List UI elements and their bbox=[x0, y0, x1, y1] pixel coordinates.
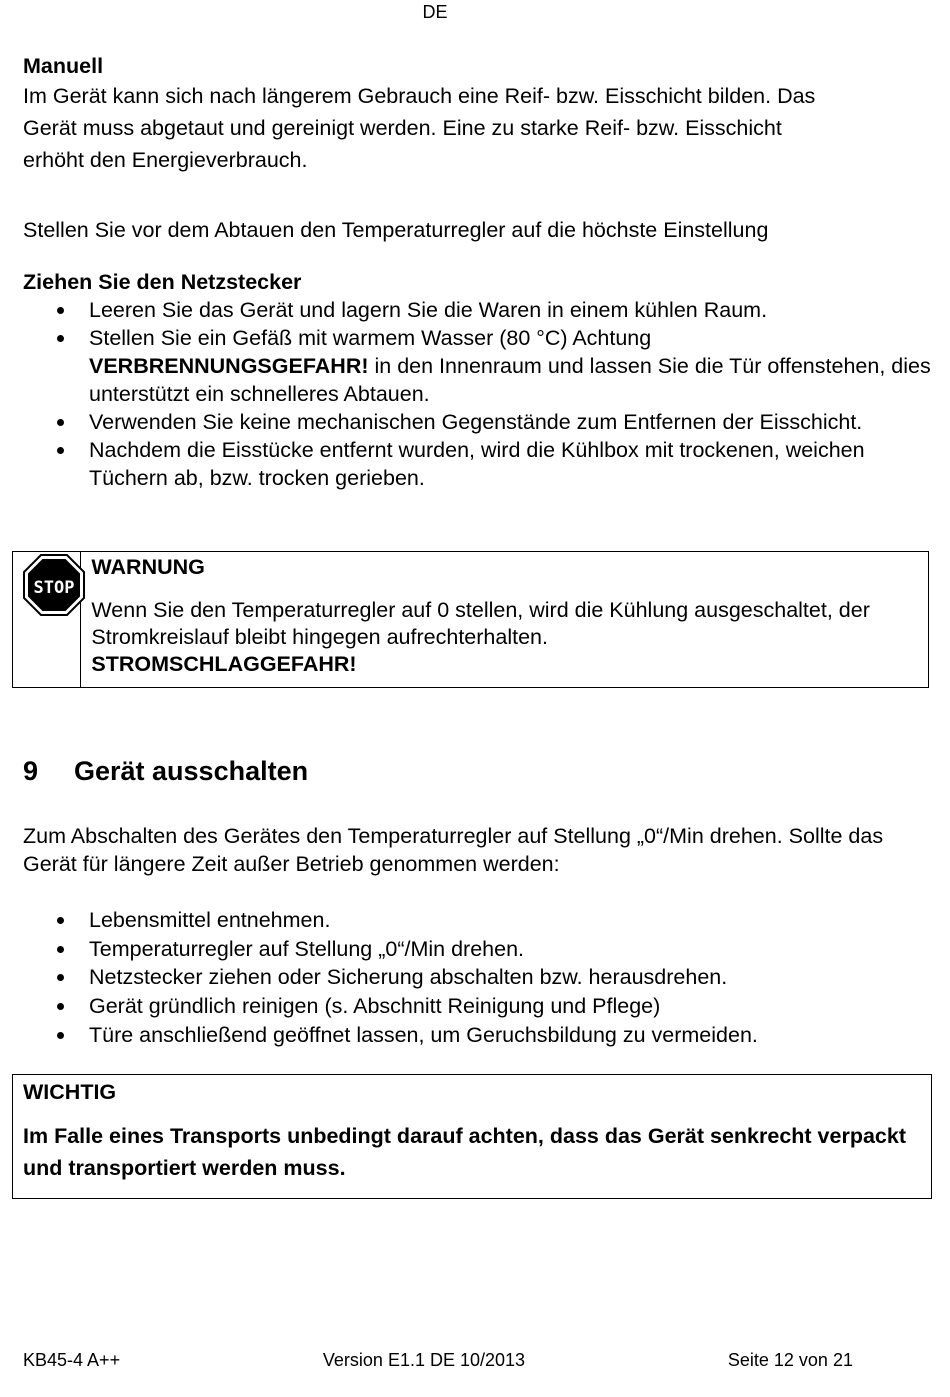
list-item bbox=[23, 324, 933, 408]
list-item-text: Netzstecker ziehen oder Sicherung abschalten bzw. herausdrehen. bbox=[89, 965, 728, 990]
list-item-text: Lebensmittel entnehmen. bbox=[89, 908, 331, 932]
bullet-icon bbox=[57, 917, 64, 924]
bullet-icon bbox=[57, 1003, 64, 1010]
list-item-text: Verwenden Sie keine mechanischen Gegenstände zum Entfernen der Eisschicht. bbox=[89, 410, 863, 434]
section-number: 9 bbox=[23, 756, 39, 786]
list-item bbox=[23, 963, 923, 992]
bullet-icon bbox=[57, 419, 64, 426]
stop-sign-icon bbox=[23, 554, 85, 616]
list-item-text: Gerät gründlich reinigen (s. Abschnitt Reinigung und Pflege) bbox=[89, 994, 661, 1019]
burn-hazard-text: VERBRENNUNGSGEFAHR! bbox=[89, 354, 369, 378]
list-item-text: Stellen Sie ein Gefäß mit warmem Wasser (80 °C) Achtung bbox=[89, 326, 652, 350]
warning-danger: STROMSCHLAGGEFAHR! bbox=[91, 652, 357, 676]
list-item-text: Nachdem die Eisstücke entfernt wurden, wird die Kühlbox mit trockenen, weichen Tüchern ab, bzw. trocken gerieben. bbox=[89, 438, 865, 490]
footer-model: KB45-4 A++ bbox=[23, 1350, 121, 1370]
switch-off-list-container bbox=[23, 906, 923, 1050]
bullet-icon bbox=[57, 974, 64, 981]
manual-line-1: Im Gerät kann sich nach längerem Gebrauch eine Reif- bzw. Eisschicht bilden. Das bbox=[23, 84, 816, 108]
list-item bbox=[23, 296, 933, 324]
section-title: Gerät ausschalten bbox=[74, 756, 309, 786]
bullet-icon bbox=[57, 335, 64, 342]
important-title: WICHTIG bbox=[23, 1080, 117, 1104]
list-item-text: in den Innenraum und lassen Sie die Tür offenstehen, dies unterstützt ein schnelleres Abtauen. bbox=[89, 354, 931, 406]
list-item bbox=[23, 408, 933, 436]
bullet-icon bbox=[57, 946, 64, 953]
before-defrost-text: Stellen Sie vor dem Abtauen den Temperaturregler auf die höchste Einstellung bbox=[23, 218, 769, 242]
footer-page: Seite 12 von 21 bbox=[727, 1350, 853, 1370]
warning-box bbox=[12, 551, 929, 688]
list-item bbox=[23, 935, 923, 964]
important-text: Im Falle eines Transports unbedingt darauf achten, dass das Gerät senkrecht verpackt und transportiert werden muss. bbox=[23, 1124, 906, 1180]
warning-title: WARNUNG bbox=[91, 555, 205, 579]
bullet-icon bbox=[57, 307, 64, 314]
list-item-text: Leeren Sie das Gerät und lagern Sie die Waren in einem kühlen Raum. bbox=[89, 298, 768, 322]
section-intro: Zum Abschalten des Gerätes den Temperaturregler auf Stellung „0“/Min drehen. Sollte das Gerät für längere Zeit außer Betrieb genommen werden: bbox=[23, 824, 884, 876]
list-item bbox=[23, 906, 923, 935]
list-item bbox=[23, 436, 933, 492]
important-box bbox=[12, 1074, 932, 1199]
warning-text: Wenn Sie den Temperaturregler auf 0 stellen, wird die Kühlung ausgeschaltet, der Stromkreislauf bleibt hingegen aufrechterhalten. bbox=[91, 598, 870, 649]
list-item-text: Temperaturregler auf Stellung „0“/Min drehen. bbox=[89, 936, 524, 961]
bullet-icon bbox=[57, 1032, 64, 1039]
section-heading bbox=[23, 756, 308, 787]
manual-title: Manuell bbox=[23, 54, 104, 78]
unplug-heading: Ziehen Sie den Netzstecker bbox=[23, 270, 302, 294]
manual-section bbox=[23, 52, 933, 492]
stop-sign-text: STOP bbox=[33, 578, 75, 598]
bullet-icon bbox=[57, 447, 64, 454]
header-language: DE bbox=[422, 2, 448, 22]
page-footer bbox=[23, 1350, 853, 1371]
warning-text-cell bbox=[81, 552, 928, 687]
manual-line-3: erhöht den Energieverbrauch. bbox=[23, 148, 308, 172]
switch-off-list bbox=[23, 906, 923, 1050]
footer-version: Version E1.1 DE 10/2013 bbox=[322, 1350, 526, 1370]
warning-icon-cell bbox=[13, 552, 81, 687]
manual-line-2: Gerät muss abgetaut und gereinigt werden. Eine zu starke Reif- bzw. Eisschicht bbox=[23, 116, 782, 140]
defrost-steps-list bbox=[23, 296, 933, 492]
list-item-text: Türe anschließend geöffnet lassen, um Geruchsbildung zu vermeiden. bbox=[89, 1022, 758, 1047]
list-item bbox=[23, 1021, 923, 1050]
list-item bbox=[23, 992, 923, 1021]
